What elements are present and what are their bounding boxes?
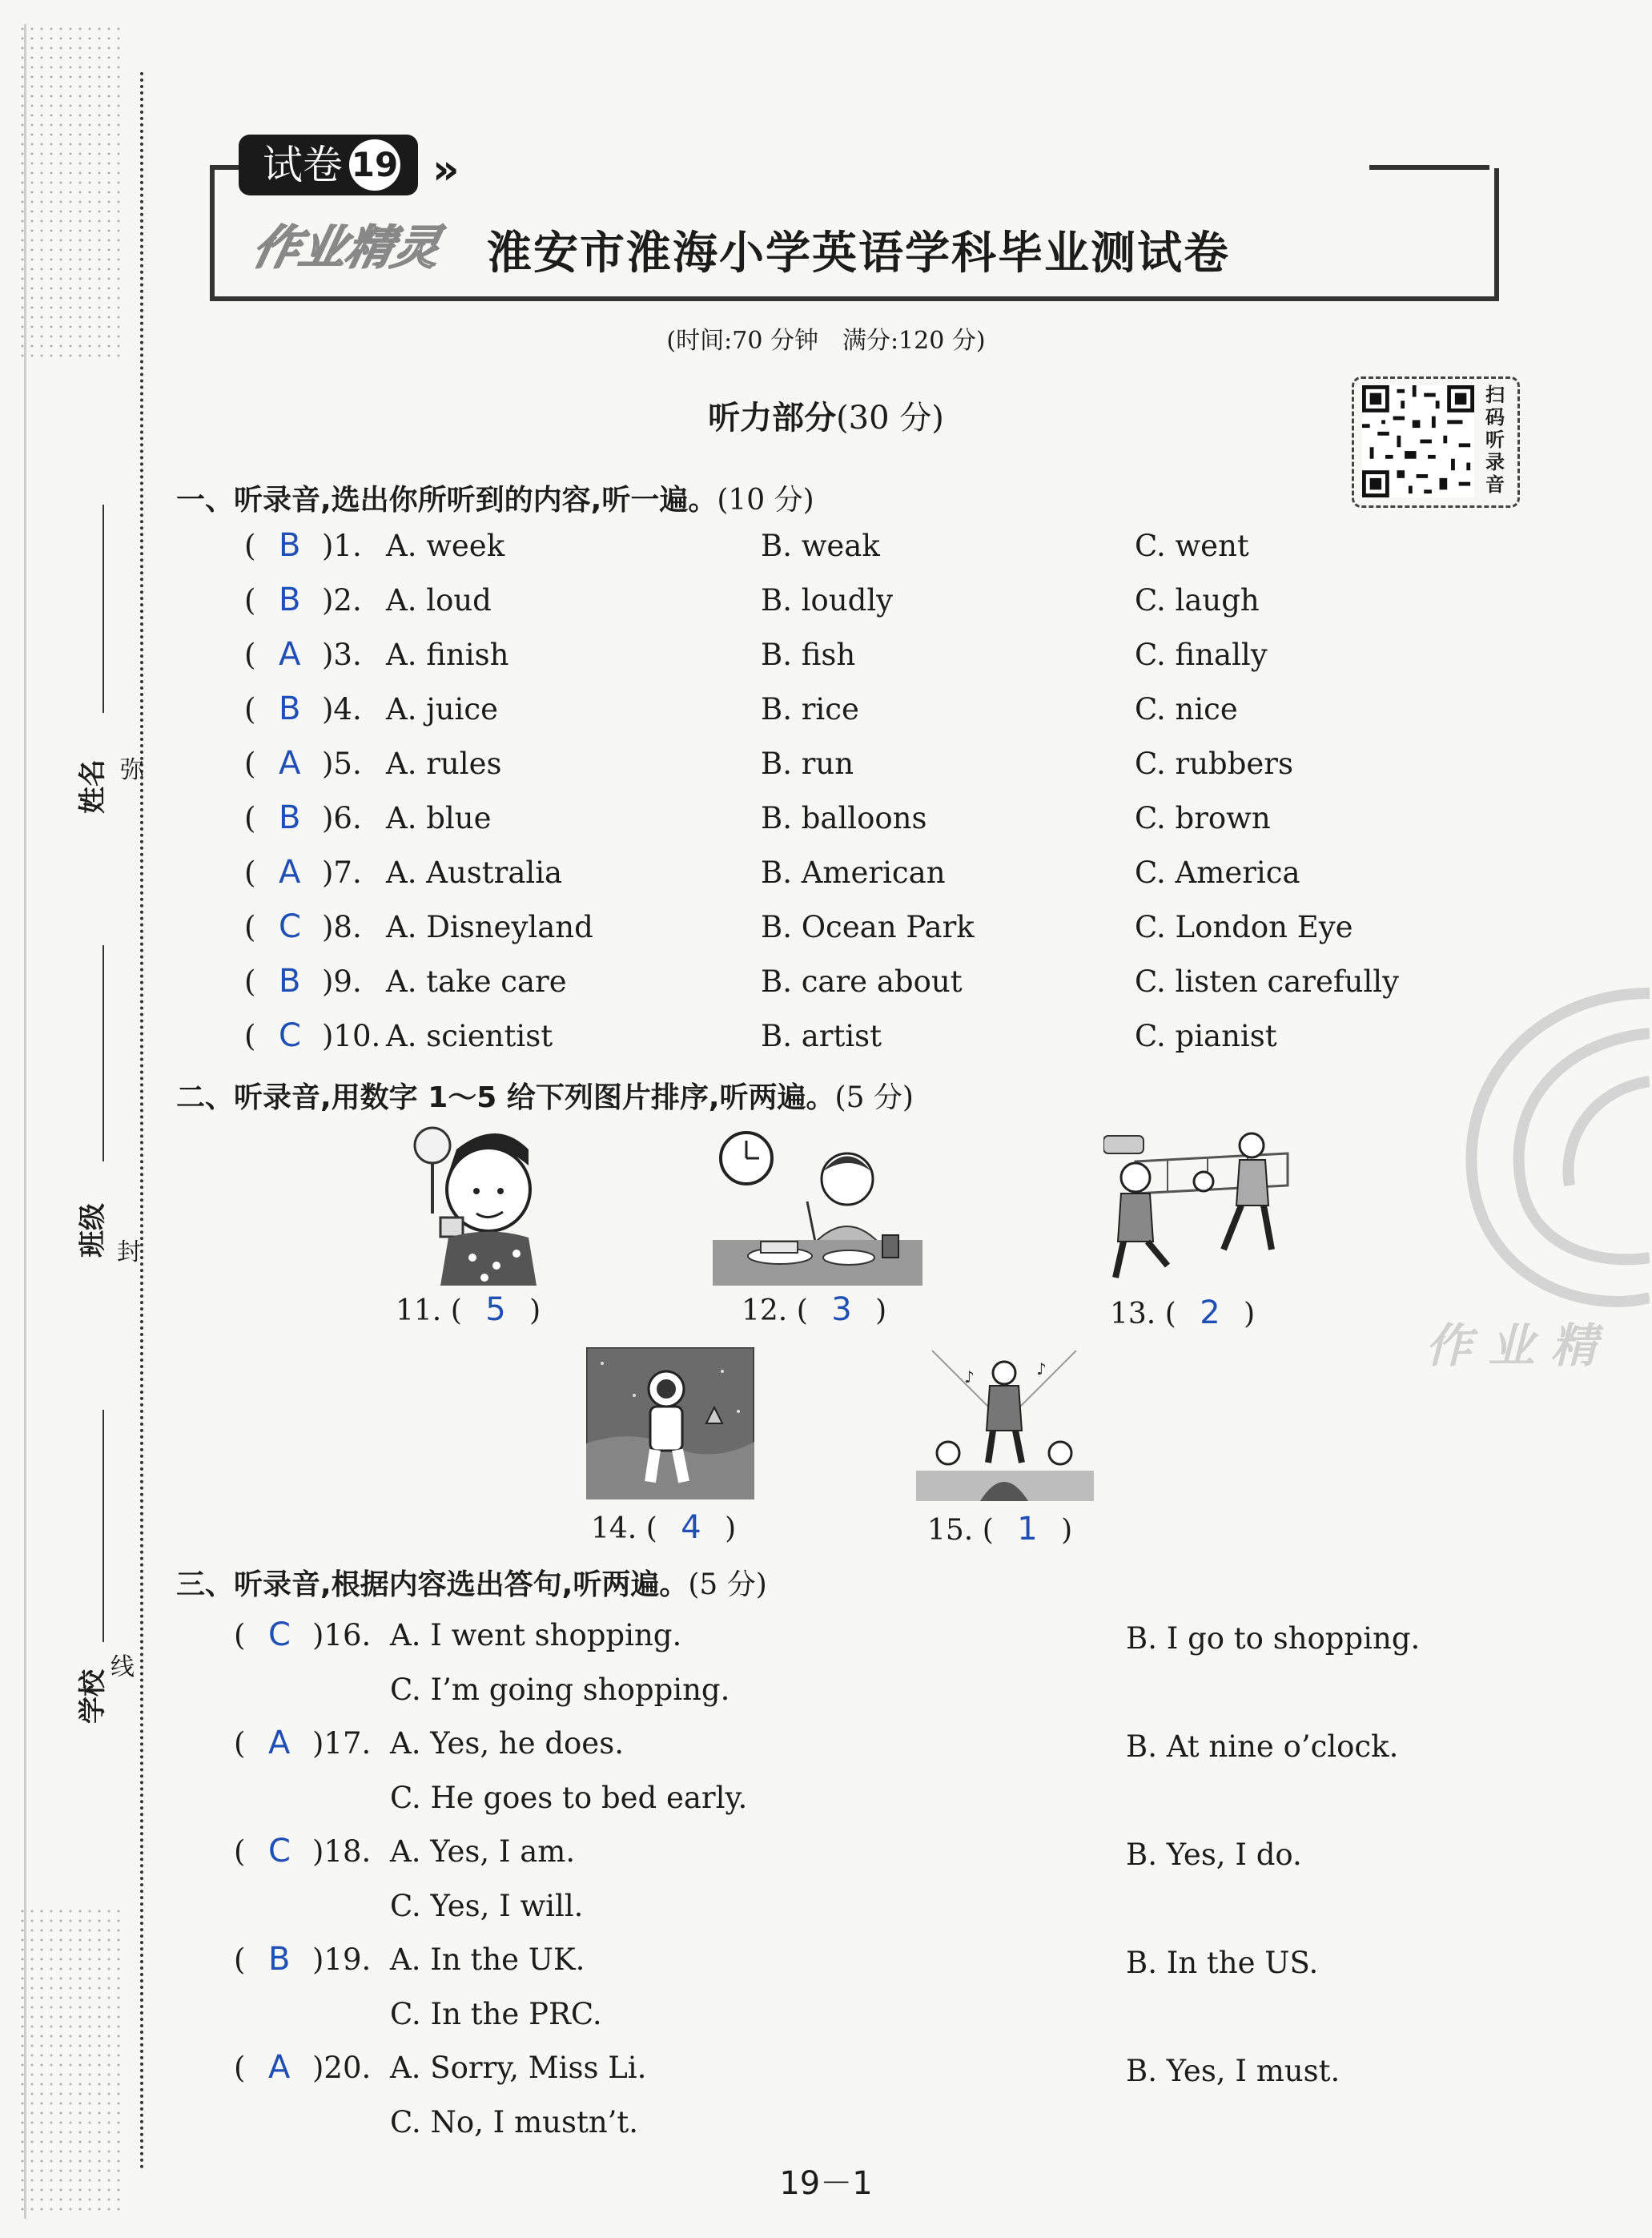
option-a: A. I went shopping.: [390, 1618, 682, 1652]
picture-12-caption: [742, 1291, 886, 1328]
exam-time-score: (时间:70 分钟 满分:120 分): [666, 327, 986, 355]
option-b: B. Ocean Park: [761, 910, 975, 944]
school-write-line: [102, 1410, 104, 1642]
paren-open: (: [244, 910, 256, 944]
picture-12-breakfast: [713, 1129, 922, 1286]
answer-value: 2: [1200, 1294, 1220, 1331]
option-c: C. No, I mustn’t.: [390, 2105, 639, 2139]
paren-open: (: [244, 583, 256, 618]
paren-open: (: [244, 747, 256, 781]
question-number: )3.: [322, 638, 362, 672]
option-a: A. take care: [386, 964, 567, 999]
question-number: )16.: [312, 1618, 372, 1652]
qr-caption-char: 听: [1485, 429, 1505, 451]
answer-value: B: [279, 527, 301, 564]
answer-value: 4: [681, 1509, 701, 1546]
paren-close: ): [875, 1294, 887, 1327]
option-c: C. London Eye: [1135, 910, 1353, 944]
option-b: B. care about: [761, 964, 963, 999]
publisher-logo: 作业精灵: [247, 220, 446, 275]
picture-13-caption: [1110, 1294, 1255, 1331]
answer-value: B: [268, 1941, 291, 1978]
question-number: )2.: [322, 583, 362, 618]
option-a: A. week: [386, 529, 505, 563]
answer-value: A: [279, 636, 301, 673]
part-score: (30 分): [836, 400, 944, 437]
paren-close: ): [529, 1294, 541, 1327]
question-number: )9.: [322, 964, 362, 999]
section-3-heading: [176, 1562, 767, 1603]
section-2-title: 二、听录音,用数字 1～5 给下列图片排序,听两遍。: [176, 1081, 835, 1114]
picture-11-caption: [396, 1291, 541, 1328]
answer-value: B: [279, 690, 301, 727]
section-2-heading: [176, 1075, 914, 1116]
name-label: 姓名: [77, 759, 109, 814]
option-b: B. I go to shopping.: [1126, 1621, 1421, 1656]
answer-value: C: [268, 1616, 291, 1653]
answer-value: A: [279, 745, 301, 782]
option-c: C. rubbers: [1135, 747, 1293, 781]
question-row: [0, 747, 1652, 795]
paren-open: (: [244, 529, 256, 563]
paper-tag-text: 试卷: [263, 142, 343, 188]
picture-number: 15. (: [927, 1514, 994, 1547]
qr-caption-char: 音: [1485, 473, 1505, 496]
paren-open: (: [244, 964, 256, 999]
option-c: C. went: [1135, 529, 1249, 563]
paper-number-badge: 19: [349, 139, 400, 191]
section-1-score: (10 分): [717, 484, 814, 517]
option-b: B. weak: [761, 529, 880, 563]
svg-text:♪: ♪: [1036, 1359, 1047, 1379]
answer-value: 1: [1017, 1511, 1038, 1548]
option-c: C. listen carefully: [1135, 964, 1399, 999]
answer-value: A: [268, 2049, 291, 2086]
option-c: C. I’m going shopping.: [390, 1672, 730, 1707]
question-number: )20.: [312, 2051, 372, 2085]
option-a: A. Yes, I am.: [390, 1834, 576, 1869]
option-a: A. juice: [386, 692, 498, 727]
option-b: B. Yes, I do.: [1126, 1837, 1302, 1872]
answer-value: A: [268, 1725, 291, 1761]
paren-open: (: [234, 1834, 246, 1869]
question-row: [0, 529, 1652, 577]
section-3-title: 三、听录音,根据内容选出答句,听两遍。: [176, 1568, 689, 1601]
paren-close: ): [1244, 1298, 1256, 1330]
seal-char-1: 弥: [120, 756, 144, 784]
picture-14-astronaut: [586, 1347, 754, 1499]
question-number: )5.: [322, 747, 362, 781]
header-frame-top-left: [210, 165, 242, 170]
paren-close: ): [1061, 1514, 1073, 1547]
answer-value: 5: [485, 1291, 506, 1328]
option-a: A. In the UK.: [390, 1942, 585, 1977]
option-a: A. finish: [386, 638, 509, 672]
paren-open: (: [234, 2051, 246, 2085]
question-row: [0, 1833, 1652, 1923]
option-c: C. He goes to bed early.: [390, 1781, 748, 1815]
question-number: )1.: [322, 529, 362, 563]
paper-tag: [239, 135, 418, 195]
question-number: )4.: [322, 692, 362, 727]
option-c: C. laugh: [1135, 583, 1260, 618]
seal-char-2: 封: [117, 1238, 141, 1266]
picture-15-concert: [916, 1350, 1094, 1501]
picture-number: 11. (: [396, 1294, 462, 1327]
svg-text:♪: ♪: [964, 1367, 975, 1387]
paren-open: (: [234, 1618, 246, 1652]
answer-value: C: [279, 908, 301, 945]
question-row: [0, 910, 1652, 958]
picture-14-caption: [591, 1509, 736, 1546]
answer-value: B: [279, 582, 301, 618]
question-row: [0, 2049, 1652, 2139]
picture-number: 14. (: [591, 1512, 657, 1545]
picture-15-caption: [927, 1511, 1072, 1548]
question-row: [0, 583, 1652, 631]
option-c: C. nice: [1135, 692, 1238, 727]
watermark-swirl: [1409, 945, 1650, 1394]
picture-11-boy-eating: [408, 1125, 545, 1286]
question-number: )6.: [322, 801, 362, 835]
header-frame-top-right: [1369, 165, 1489, 170]
class-label: 班级: [77, 1203, 109, 1258]
option-b: B. loudly: [761, 583, 894, 618]
picture-number: 12. (: [742, 1294, 808, 1327]
qr-caption-char: 录: [1485, 451, 1505, 473]
paren-open: (: [244, 855, 256, 890]
section-2-score: (5 分): [834, 1081, 914, 1114]
picture-13-football: [1103, 1129, 1296, 1290]
section-1-heading: [176, 477, 814, 518]
paren-open: (: [244, 638, 256, 672]
paren-open: (: [244, 1019, 256, 1053]
answer-value: 3: [831, 1291, 852, 1328]
paren-open: (: [234, 1726, 246, 1761]
binding-pattern-top: [18, 24, 122, 360]
option-a: A. blue: [386, 801, 492, 835]
question-number: )7.: [322, 855, 362, 890]
option-b: B. Yes, I must.: [1126, 2054, 1340, 2088]
option-a: A. loud: [386, 583, 492, 618]
option-c: C. America: [1135, 855, 1300, 890]
section-1-title: 一、听录音,选出你所听到的内容,听一遍。: [176, 484, 717, 517]
svg-text:作 业 精: 作 业 精: [1425, 1318, 1598, 1373]
option-a: A. Australia: [386, 855, 563, 890]
question-number: )18.: [312, 1834, 372, 1869]
option-c: C. finally: [1135, 638, 1268, 672]
question-number: )8.: [322, 910, 362, 944]
question-number: )10.: [322, 1019, 381, 1053]
option-a: A. Disneyland: [386, 910, 593, 944]
question-row: [0, 692, 1652, 740]
part-heading: [0, 392, 1652, 438]
option-b: B. run: [761, 747, 854, 781]
school-label: 学校: [77, 1669, 109, 1724]
option-b: B. artist: [761, 1019, 882, 1053]
question-number: )19.: [312, 1942, 372, 1977]
part-title: 听力部分: [708, 400, 837, 437]
answer-value: C: [268, 1833, 291, 1870]
question-row: [0, 1019, 1652, 1067]
question-row: [0, 1725, 1652, 1815]
option-c: C. pianist: [1135, 1019, 1277, 1053]
question-row: [0, 855, 1652, 904]
option-c: C. In the PRC.: [390, 1997, 602, 2031]
question-row: [0, 638, 1652, 686]
qr-caption-char: 码: [1485, 406, 1505, 429]
option-b: B. At nine o’clock.: [1126, 1729, 1399, 1764]
option-b: B. balloons: [761, 801, 927, 835]
answer-value: B: [279, 963, 301, 1000]
page-number: 19－1: [779, 2165, 873, 2202]
option-b: B. In the US.: [1126, 1946, 1319, 1980]
paren-open: (: [234, 1942, 246, 1977]
option-b: B. rice: [761, 692, 859, 727]
section-3-score: (5 分): [688, 1568, 767, 1601]
double-chevron-icon: »: [432, 146, 460, 194]
question-row: [0, 1941, 1652, 2031]
question-row: [0, 801, 1652, 849]
question-number: )17.: [312, 1726, 372, 1761]
option-b: B. fish: [761, 638, 856, 672]
paren-close: ): [725, 1512, 737, 1545]
option-b: B. American: [761, 855, 946, 890]
qr-caption-char: 扫: [1485, 384, 1505, 406]
question-row: [0, 964, 1652, 1012]
page-title: 淮安市淮海小学英语学科毕业测试卷: [487, 227, 1230, 280]
option-c: C. brown: [1135, 801, 1271, 835]
option-a: A. Sorry, Miss Li.: [390, 2051, 647, 2085]
paren-open: (: [244, 801, 256, 835]
picture-number: 13. (: [1110, 1298, 1176, 1330]
answer-value: C: [279, 1017, 301, 1054]
option-c: C. Yes, I will.: [390, 1889, 584, 1923]
option-a: A. scientist: [386, 1019, 553, 1053]
option-a: A. rules: [386, 747, 502, 781]
seal-char-3: 线: [111, 1653, 135, 1681]
answer-value: A: [279, 854, 301, 891]
option-a: A. Yes, he does.: [390, 1726, 624, 1761]
paren-open: (: [244, 692, 256, 727]
answer-value: B: [279, 799, 301, 836]
